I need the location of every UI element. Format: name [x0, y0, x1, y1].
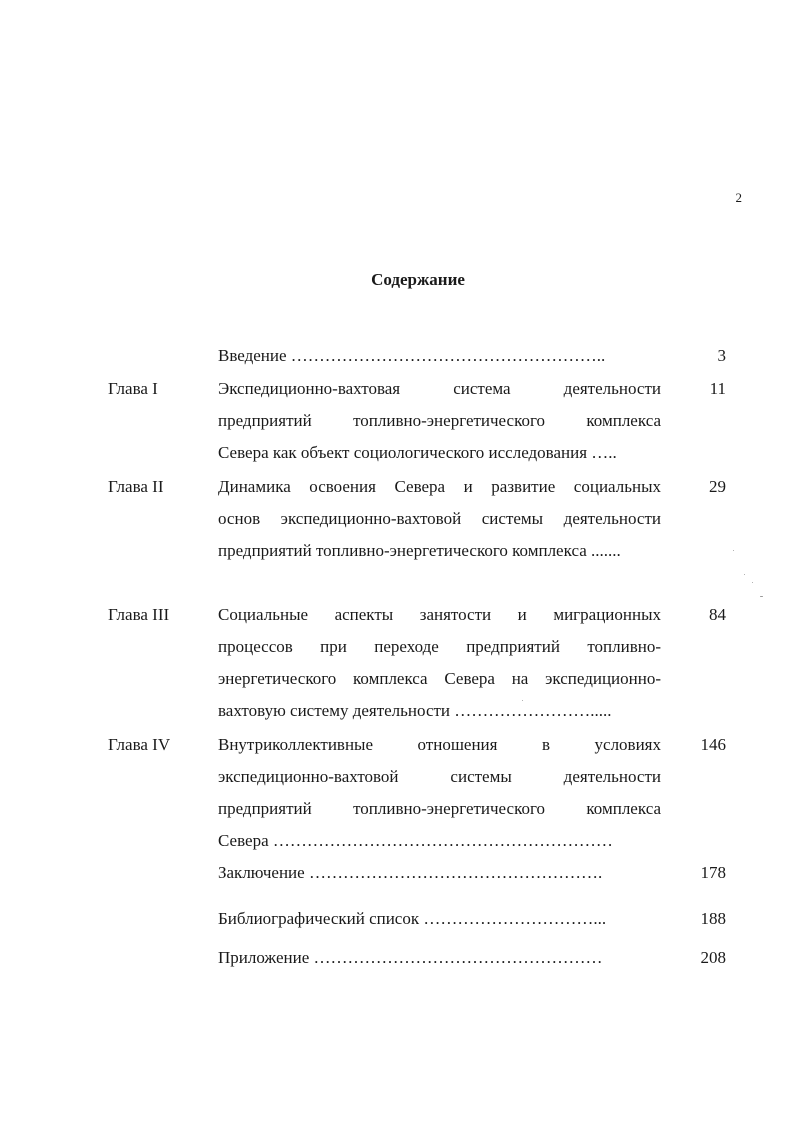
entry-text: [218, 903, 661, 935]
entry-line: основ экспедиционно-вахтовой системы деятельности: [218, 509, 661, 528]
entry-line: экспедиционно-вахтовой системы деятельности: [218, 767, 661, 786]
entry-line: процессов при переходе предприятий топливно-: [218, 637, 661, 656]
entry-text: [218, 599, 661, 727]
scan-speck: [733, 550, 734, 551]
entry-line: Севера ……………………………………………………: [218, 831, 613, 850]
scan-speck: [752, 582, 753, 583]
page-ref: 84: [709, 605, 726, 624]
entry-line: вахтовую систему деятельности …………………….....: [218, 701, 612, 720]
entry-line: Приложение ……………………………………………: [218, 948, 603, 967]
entry-line: предприятий топливно-энергетического комплекса: [218, 799, 661, 818]
page-ref: 188: [700, 909, 726, 928]
entry-line: Библиографический список …………………………...: [218, 909, 607, 928]
scan-speck: [522, 700, 523, 701]
chapter-label: Глава II: [108, 477, 164, 496]
entry-line: Экспедиционно-вахтовая система деятельности: [218, 379, 661, 398]
page-ref: 3: [717, 346, 726, 365]
entry-text: [218, 729, 661, 857]
entry-line: Динамика освоения Севера и развитие социальных: [218, 477, 661, 496]
entry-text: [218, 373, 661, 469]
entry-text: [218, 942, 661, 974]
entry-line: Социальные аспекты занятости и миграционных: [218, 605, 661, 624]
entry-text: [218, 857, 661, 889]
page-ref: 29: [709, 477, 726, 496]
page-title: Содержание: [371, 270, 465, 289]
scan-speck: [744, 574, 745, 575]
chapter-label: Глава IV: [108, 735, 171, 754]
entry-text: [218, 340, 661, 372]
page-ref: 208: [700, 948, 726, 967]
entry-line: Заключение …………………………………………….: [218, 863, 603, 882]
entry-line: энергетического комплекса Севера на экспедиционно-: [218, 669, 661, 688]
entry-line: Введение ………………………………………………..: [218, 346, 606, 365]
scan-speck: [760, 596, 763, 597]
entry-line: предприятий топливно-энергетического комплекса: [218, 411, 661, 430]
chapter-label: Глава I: [108, 379, 158, 398]
entry-line: Внутриколлективные отношения в условиях: [218, 735, 661, 754]
entry-text: [218, 471, 661, 567]
page-ref: 178: [700, 863, 726, 882]
entry-line: предприятий топливно-энергетического комплекса .......: [218, 541, 621, 560]
entry-line: Севера как объект социологического исследования …..: [218, 443, 617, 462]
chapter-label: Глава III: [108, 605, 170, 624]
page-number: 2: [735, 190, 742, 205]
page-ref: 11: [709, 379, 726, 398]
page-ref: 146: [700, 735, 726, 754]
